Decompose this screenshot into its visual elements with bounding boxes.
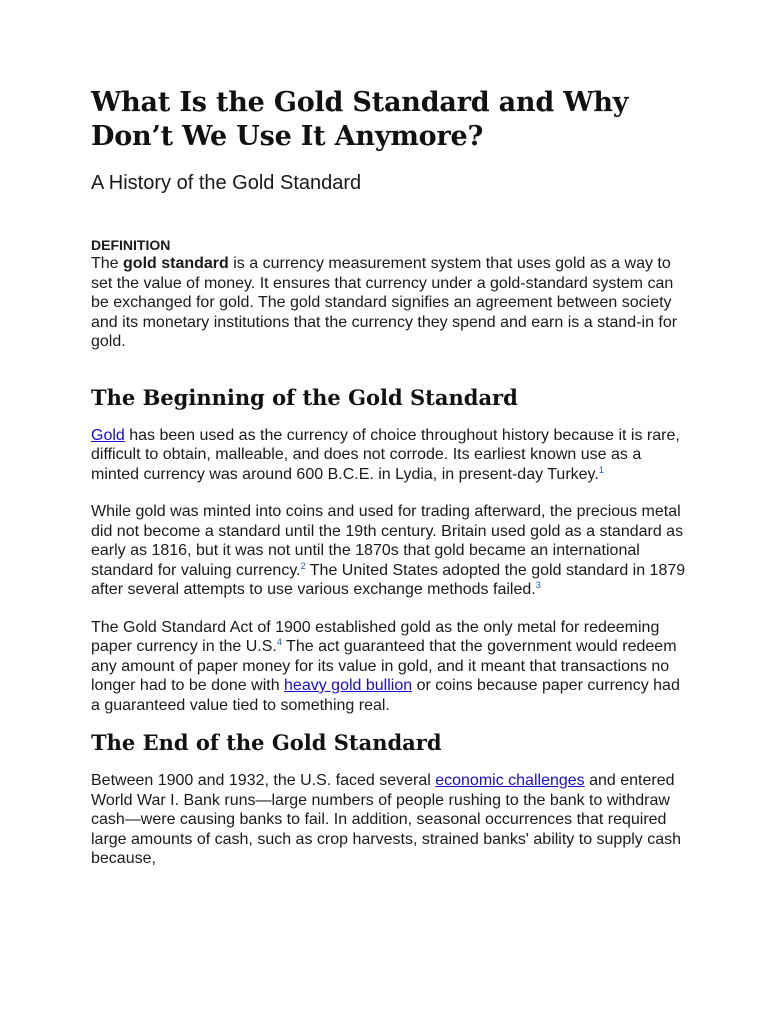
economic-challenges-link[interactable]: economic challenges <box>435 772 585 789</box>
footnote-ref-4[interactable]: 4 <box>276 637 282 647</box>
heavy-gold-bullion-link[interactable]: heavy gold bullion <box>284 677 413 694</box>
gold-link[interactable]: Gold <box>91 426 125 444</box>
section-heading-beginning: The Beginning of the Gold Standard <box>91 384 518 410</box>
footnote-ref-1[interactable]: 1 <box>598 464 604 475</box>
article <box>91 0 691 869</box>
footnote-ref-3[interactable]: 3 <box>535 580 541 590</box>
definition-text: The gold standard is a currency measurement system that uses gold as a way to set the value of money. It ensures that currency under a gold-standard system can be exchanged for gold. The gold standard signifies an agreement between society and its monetary institutions that the currency they spend and earn is a stand-in for gold. <box>91 255 678 350</box>
section-heading-end: The End of the Gold Standard <box>91 730 442 755</box>
article-title: What Is the Gold Standard and Why Don’t We Use It Anymore? <box>91 87 629 152</box>
footnote-ref-2[interactable]: 2 <box>300 560 306 571</box>
paragraph: The Gold Standard Act of 1900 established gold as the only metal for redeeming paper currency in the U.S.$^4$ The act guaranteed that the government would redeem any amount of paper money for its value in gold, and it meant that transactions no longer had to be done with heavy gold bullion or coins because paper currency had a guaranteed value tied to something real. <box>91 618 680 714</box>
paragraph: Gold has been used as the currency of choice throughout history because it is rare, difficult to obtain, malleable, and does not corrode. Its earliest known use as a minted currency was around 600 B.C.E. in Lydia, in present-day Turkey.$^1$ <box>91 426 680 483</box>
article-subtitle: A History of the Gold Standard <box>91 172 362 194</box>
paragraph: Between 1900 and 1932, the U.S. faced several economic challenges and entered World War I. Bank runs—large numbers of people rushing to the bank to withdraw cash—were causing banks to fail. In addition, seasonal occurrences that required large amounts of cash, such as crop harvests, strained banks' ability to supply cash because, <box>91 772 682 867</box>
definition-label: DEFINITION <box>91 237 171 253</box>
definition-term: gold standard <box>123 255 229 272</box>
paragraph: While gold was minted into coins and used for trading afterward, the precious metal did not become a standard until the 19th century. Britain used gold as a standard as early as 1816, but it was not until the 1870s that gold became an international standard for valuing currency.$^2$ The United States adopted the gold standard in 1879 after several attempts to use various exchange methods failed.$^3$ <box>91 503 686 598</box>
